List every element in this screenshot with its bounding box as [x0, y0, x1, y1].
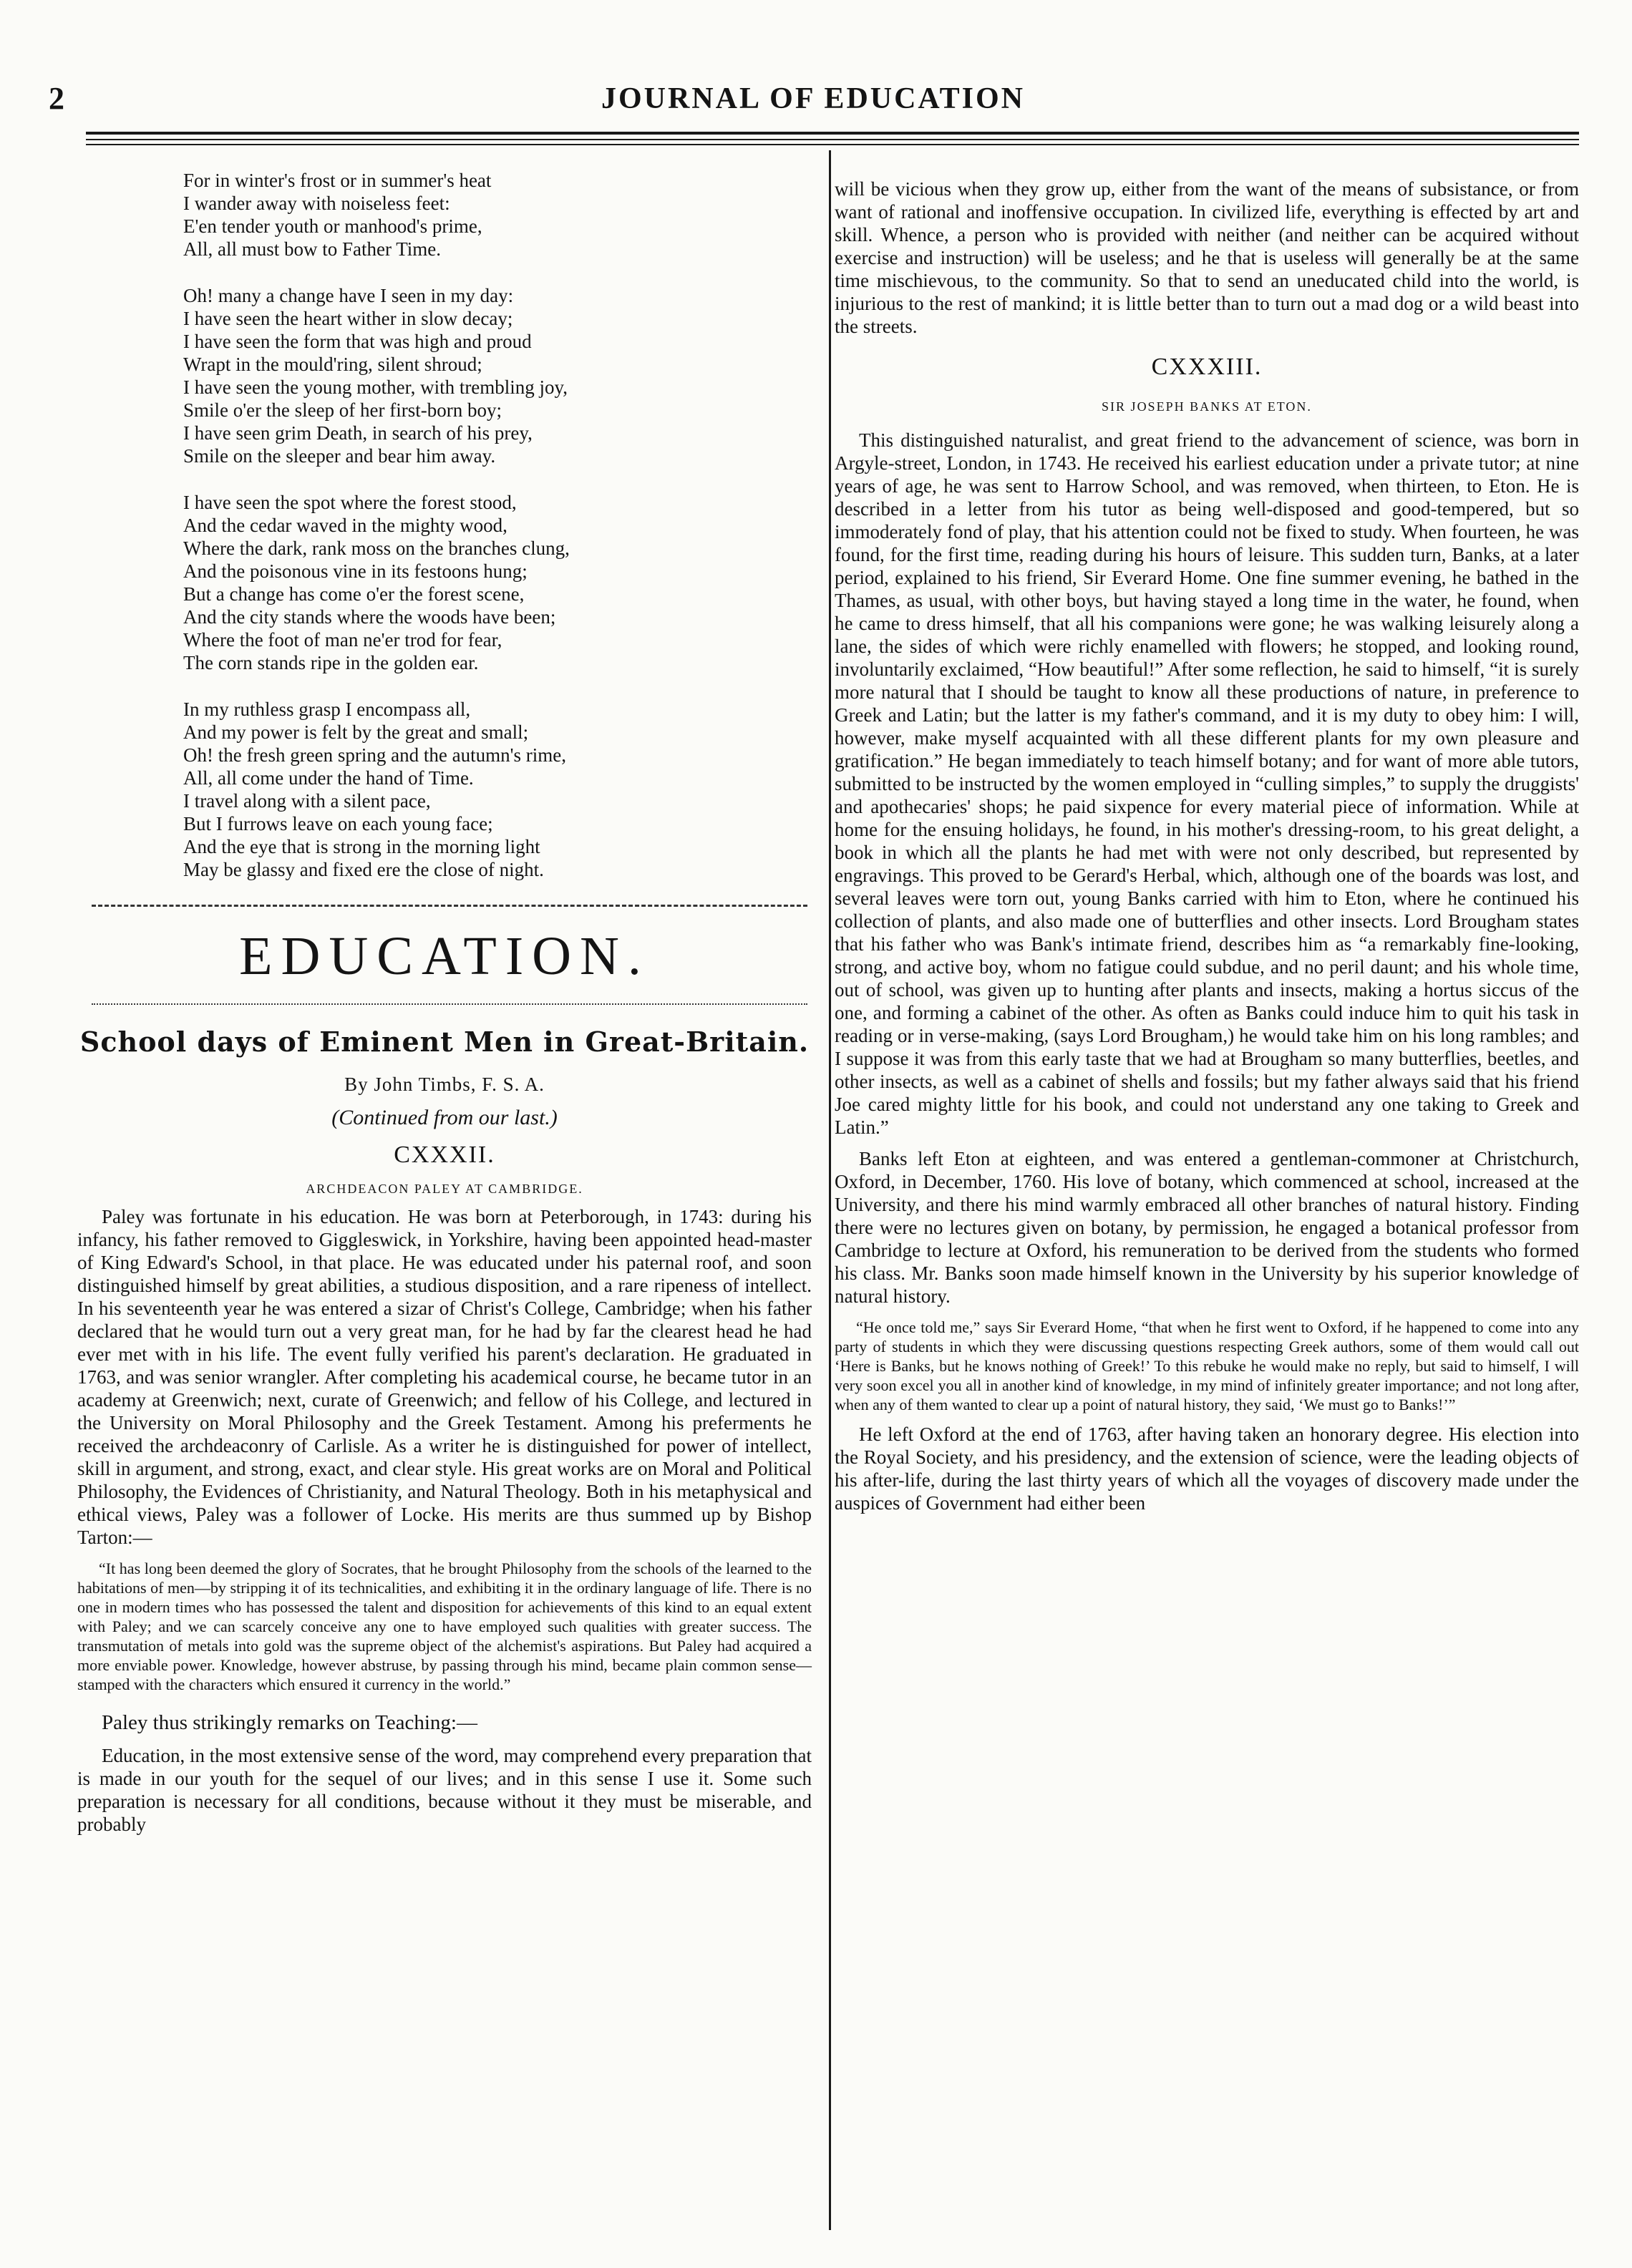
paragraph: Paley was fortunate in his education. He was born at Peterborough, in 1743: during his infancy, his father removed to Giggleswick, in Yorkshire, having been appointed head-master of King Edward's School, in that place. He was educated under his paternal roof, and soon distinguished himself by great abilities, a studious disposition, and a rare ripeness of intellect. In his seventeenth year he was entered a sizar of Christ's College, Cambridge; when his father declared that he would turn out a very great man, for he had by far the clearest head he had ever met with in his life. The event fully verified his parent's declaration. He graduated in 1763, and was senior wrangler. After completing his academical course, he became tutor in an academy at Greenwich; next, curate of Greenwich; and fellow of his College, and lectured in the University on Moral Philosophy and the Greek Testament. Among his preferments he received the archdeaconry of Carlisle. As a writer he is distinguished for power of intellect, skill in argument, and strong, exact, and clear style. His great works are on Moral and Political Philosophy, the Evidences of Christianity, and Natural Theology. Both in his metaphysical and ethical views, Paley was a follower of Locke. His merits are thus summed up by Bishop Tarton:— — [77, 1206, 812, 1548]
block-quote: “It has long been deemed the glory of Socrates, that he brought Philosophy from the schools of the learned to the habitations of men—by stripping it of its technicalities, and exhibiting it in the ordinary language of life. There is no one in modern times who has possessed the talent and disposition for achievements of this kind to an equal extent with Paley; and we can scarcely conceive any one to have employed such qualities with greater success. The transmutation of metals into gold was the supreme object of the alchemist's aspirations. But Paley had acquired a more enviable power. Knowledge, however abstruse, by passing through his mind, became plain common sense—stamped with the characters which ensured it currency in the world.” — [77, 1559, 812, 1693]
poem-line: Smile o'er the sleep of her first-born boy; — [183, 399, 502, 421]
poem-line: I travel along with a silent pace, — [183, 790, 431, 812]
poem-line: May be glassy and fixed ere the close of night. — [183, 859, 544, 880]
paragraph: This distinguished naturalist, and great friend to the advancement of science, was born in Argyle-street, London, in 1743. He received his earliest education under a private tutor; at nine years of age, he was sent to Harrow School, and was removed, when thirteen, to Eton. He is described in a letter from his tutor as being well-disposed and good-tempered, but so immoderately fond of play, that his attention could not be fixed to study. When fourteen, he was found, for the first time, reading during his hours of leisure. This sudden turn, Banks, at a later period, explained to his friend, Sir Everard Home. One fine summer evening, he bathed in the Thames, as usual, with other boys, but having stayed a long time in the water, he found, when he came to dress himself, that all his companions were gone; he was walking leisurely along a lane, the sides of which were richly enamelled with flowers; he stopped, and looking round, involuntarily exclaimed, “How beautiful!” After some reflection, he said to himself, “it is surely more natural that I should be taught to know all these productions of nature, in preference to Greek and Latin; but the latter is my father's command, and it is my duty to obey him: I will, however, make myself acquainted with all these different plants for my own pleasure and gratification.” He began immediately to teach himself botany; and for want of more able tutors, submitted to be instructed by the women employed in “culling simples,” to supply the druggists' and apothecaries' shops; he paid sixpence for every material piece of information. While at home for the ensuing holidays, he found, in his mother's dressing-room, to his great delight, a book in which all the plants he had met with were not only described, but represented by engravings. This proved to be Gerard's Herbal, which, although one of the boards was lost, and several leaves were torn out, young Banks carried with him to Eton, where he continued his collection of plants, and also made one of butterflies and other insects. Lord Brougham states that his father who was Bank's intimate friend, describes him as “a remarkably fine-looking, strong, and active boy, whom no fatigue could subdue, and no peril daunt; and his whole time, out of school, was given up to hunting after plants and insects, making a hortus siccus of the one, and forming a cabinet of the other. As often as Banks could induce him to quit his task in reading or in verse-making, (says Lord Brougham,) he would take him on his long rambles; and I suppose it was from this early taste that we had at Brougham so many butterflies, beetles, and other insects, as well as a cabinet of shells and fossils; but my father always said that his friend Joe cared mighty little for his book, and could not understand any one taking to Greek and Latin.” — [835, 429, 1579, 1138]
header-rule — [86, 144, 1579, 145]
paragraph: Banks left Eton at eighteen, and was entered a gentleman-commoner at Christchurch, Oxford, in December, 1760. His love of botany, which commenced at school, increased at the University, and there his mind warmly embraced all other branches of natural history. Finding there were no lectures given on botany, by permission, he engaged a botanical professor from Cambridge to lecture at Oxford, his remuneration to be derived from the students who formed his class. Mr. Banks soon made himself known in the University by his superior knowledge of natural history. — [835, 1148, 1579, 1307]
series-title: School days of Eminent Men in Great-Britain. — [79, 1026, 810, 1058]
poem-line: For in winter's frost or in summer's heat — [183, 170, 492, 191]
poem — [183, 169, 812, 881]
poem-line: And the cedar waved in the mighty wood, — [183, 515, 507, 536]
poem-line: Where the foot of man ne'er trod for fear, — [183, 629, 502, 651]
poem-line: And the poisonous vine in its festoons hung; — [183, 560, 528, 582]
poem-line: Wrapt in the mould'ring, silent shroud; — [183, 354, 482, 375]
byline: By John Timbs, F. S. A. — [344, 1074, 545, 1095]
chapter-subtitle: ARCHDEACON PALEY AT CAMBRIDGE. — [306, 1182, 583, 1196]
poem-line: I have seen the spot where the forest stood, — [183, 492, 517, 513]
poem-line: And the eye that is strong in the morning light — [183, 836, 540, 857]
block-quote: “He once told me,” says Sir Everard Home, “that when he first went to Oxford, if he happened to come into any party of students in which they were discussing questions respecting Greek authors, some of them would call out ‘Here is Banks, but he knows nothing of Greek!’ To this rebuke he would make no reply, but said to himself, I will very soon excel you all in another kind of knowledge, in my mind of infinitely greater importance; and not long after, when any of them wanted to clear up a point of natural history, they said, ‘We must go to Banks!’” — [835, 1318, 1579, 1413]
poem-line: I have seen the form that was high and proud — [183, 331, 532, 352]
decorative-rule — [92, 1003, 807, 1007]
poem-line: The corn stands ripe in the golden ear. — [183, 652, 479, 673]
poem-line: I wander away with noiseless feet: — [183, 193, 450, 214]
decorative-rule — [92, 905, 807, 909]
chapter-subtitle: SIR JOSEPH BANKS AT ETON. — [1102, 399, 1312, 414]
header-rule — [86, 132, 1579, 135]
page-header — [49, 77, 1578, 120]
poem-line: I have seen grim Death, in search of his prey, — [183, 422, 533, 444]
lead-line: Paley thus strikingly remarks on Teaching:— — [102, 1711, 477, 1734]
header-rule — [86, 139, 1579, 140]
poem-line: But a change has come o'er the forest scene, — [183, 583, 525, 605]
left-column — [77, 169, 812, 1836]
page-number: 2 — [49, 81, 64, 116]
right-column — [835, 169, 1579, 1514]
poem-line: I have seen the heart wither in slow decay; — [183, 308, 513, 329]
poem-stanza — [183, 169, 812, 261]
poem-line: E'en tender youth or manhood's prime, — [183, 215, 482, 237]
poem-line: Oh! the fresh green spring and the autumn's rime, — [183, 744, 566, 766]
poem-line: Oh! many a change have I seen in my day: — [183, 285, 514, 306]
paragraph: Education, in the most extensive sense of the word, may comprehend every preparation that is made in our youth for the sequel of our lives; and in this sense I use it. Some such preparation is necessary for all conditions, because without it they must be miserable, and probably — [77, 1745, 812, 1835]
chapter-number: CXXXIII. — [1151, 354, 1263, 380]
poem-stanza — [183, 284, 812, 467]
continued-note: (Continued from our last.) — [331, 1106, 558, 1129]
paragraph: He left Oxford at the end of 1763, after having taken an honorary degree. His election into the Royal Society, and his presidency, and the extension of science, were the leading objects of his after-life, during the last thirty years of which all the voyages of discovery made under the auspices of Government had either been — [835, 1423, 1579, 1514]
poem-line: And my power is felt by the great and small; — [183, 721, 529, 743]
poem-line: And the city stands where the woods have been; — [183, 606, 556, 628]
poem-line: I have seen the young mother, with trembling joy, — [183, 376, 568, 398]
poem-line: All, all come under the hand of Time. — [183, 767, 474, 789]
journal-title: JOURNAL OF EDUCATION — [601, 82, 1026, 115]
column-divider — [829, 150, 831, 2230]
poem-stanza — [183, 491, 812, 674]
poem-line: But I furrows leave on each young face; — [183, 813, 493, 834]
poem-line: Smile on the sleeper and bear him away. — [183, 445, 496, 467]
paragraph: will be vicious when they grow up, either from the want of the means of subsistance, or from want of rational and inoffensive occupation. In civilized life, everything is effected by art and skill. Whence, a person who is provided with neither (and neither can be acquired without exercise and instruction) will be useless; and he that is useless will generally be at the same time mischievous, to the community. So that to send an uneducated child into the world, is injurious to the rest of mankind; it is little better than to turn out a mad dog or a wild beast into the streets. — [835, 178, 1579, 337]
poem-line: In my ruthless grasp I encompass all, — [183, 699, 471, 720]
poem-line: Where the dark, rank moss on the branches clung, — [183, 537, 570, 559]
poem-stanza — [183, 698, 812, 881]
section-heading: EDUCATION. — [239, 926, 650, 986]
chapter-number: CXXXII. — [394, 1142, 495, 1168]
poem-line: All, all must bow to Father Time. — [183, 238, 442, 260]
